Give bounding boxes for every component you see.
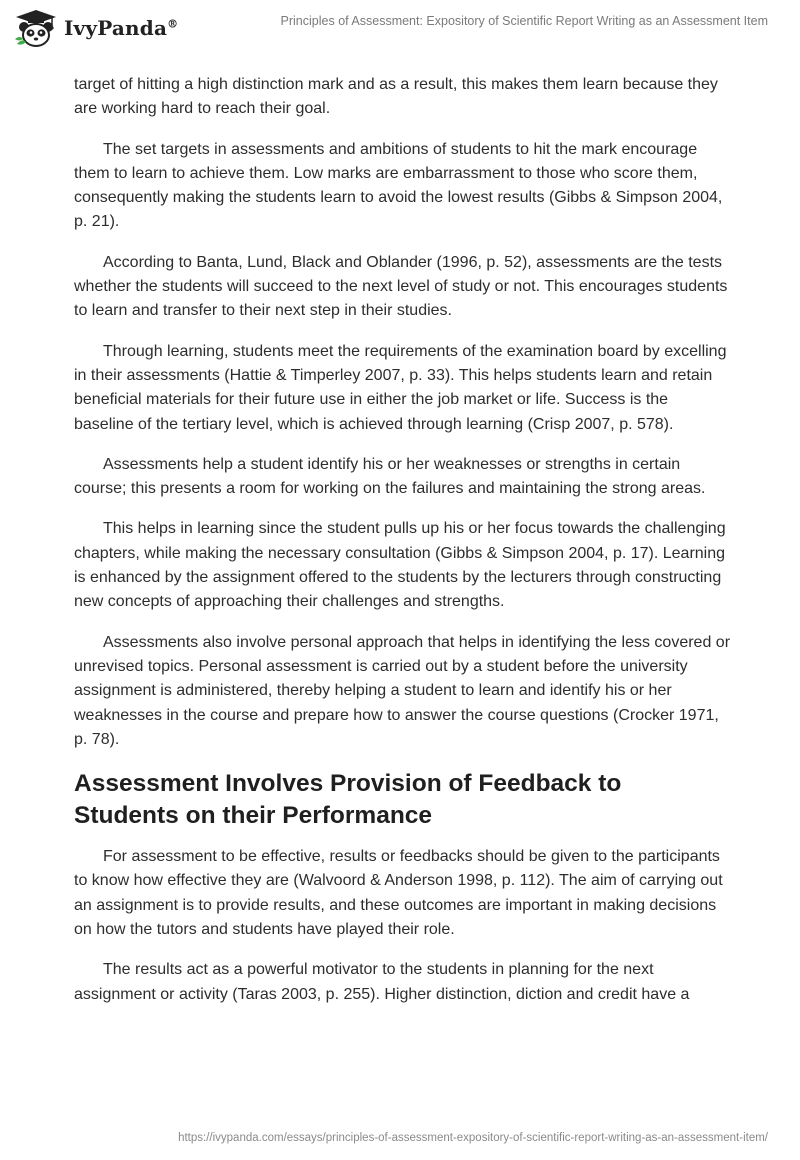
- paragraph: Through learning, students meet the requirements of the examination board by excelling in their assessments (Hattie & Timperley 2007, p. 33). This helps students learn and retain beneficial materials for their future use in either the job market or life. Success is the baseline of the tertiary level, which is achieved through learning (Crisp 2007, p. 578).: [74, 342, 727, 433]
- paragraph: The set targets in assessments and ambitions of students to hit the mark encourage them to learn to achieve them. Low marks are embarrassment to those who score them, consequently making the students learn to avoid the lowest results (Gibbs & Simpson 2004, p. 21).: [74, 140, 723, 231]
- paragraph: For assessment to be effective, results or feedbacks should be given to the participants to know how effective they are (Walvoord & Anderson 1998, p. 112). The aim of carrying out an assignment is to provide results, and these outcomes are important in making decisions on how the tutors and students have played their role.: [74, 848, 723, 939]
- paragraph: This helps in learning since the student pulls up his or her focus towards the challenging chapters, while making the necessary consultation (Gibbs & Simpson 2004, p. 17). Learning is enhanced by the assignment offered to the students by the lecturers through constructing new concepts of approaching their challenges and strengths.: [74, 520, 726, 611]
- page-header: [0, 0, 800, 64]
- paragraph: According to Banta, Lund, Black and Oblander (1996, p. 52), assessments are the tests whether the students will succeed to the next level of study or not. This encourages students to learn and transfer to their next step in their studies.: [74, 253, 728, 320]
- paragraph: Assessments help a student identify his or her weaknesses or strengths in certain course; this presents a room for working on the failures and maintaining the strong areas.: [74, 455, 706, 498]
- document-title: Principles of Assessment: Expository of Scientific Report Writing as an Assessment Item: [280, 14, 768, 28]
- source-url[interactable]: https://ivypanda.com/essays/principles-of-assessment-expository-of-scientific-report-writing-as-an-assessment-item/: [178, 1132, 768, 1144]
- brand-name: IvyPanda®: [64, 16, 179, 40]
- paragraph: The results act as a powerful motivator to the students in planning for the next assignment or activity (Taras 2003, p. 255). Higher distinction, diction and credit have a: [74, 961, 690, 1003]
- panda-graduate-icon: [14, 8, 58, 48]
- registered-mark: ®: [167, 17, 179, 31]
- ivypanda-logo[interactable]: [14, 8, 178, 48]
- paragraph: Assessments also involve personal approach that helps in identifying the less covered or unrevised topics. Personal assessment is carried out by a student before the university assignment is administered, thereby helping a student to learn and identify his or her weaknesses in the course and prepare how to answer the course questions (Crocker 1971, p. 78).: [74, 633, 731, 748]
- essay-body: [74, 73, 730, 1023]
- paragraph-continued: target of hitting a high distinction mark and as a result, this makes them learn because they are working hard to reach their goal.: [74, 76, 718, 118]
- section-heading: Assessment Involves Provision of Feedback to Students on their Performance: [74, 770, 622, 829]
